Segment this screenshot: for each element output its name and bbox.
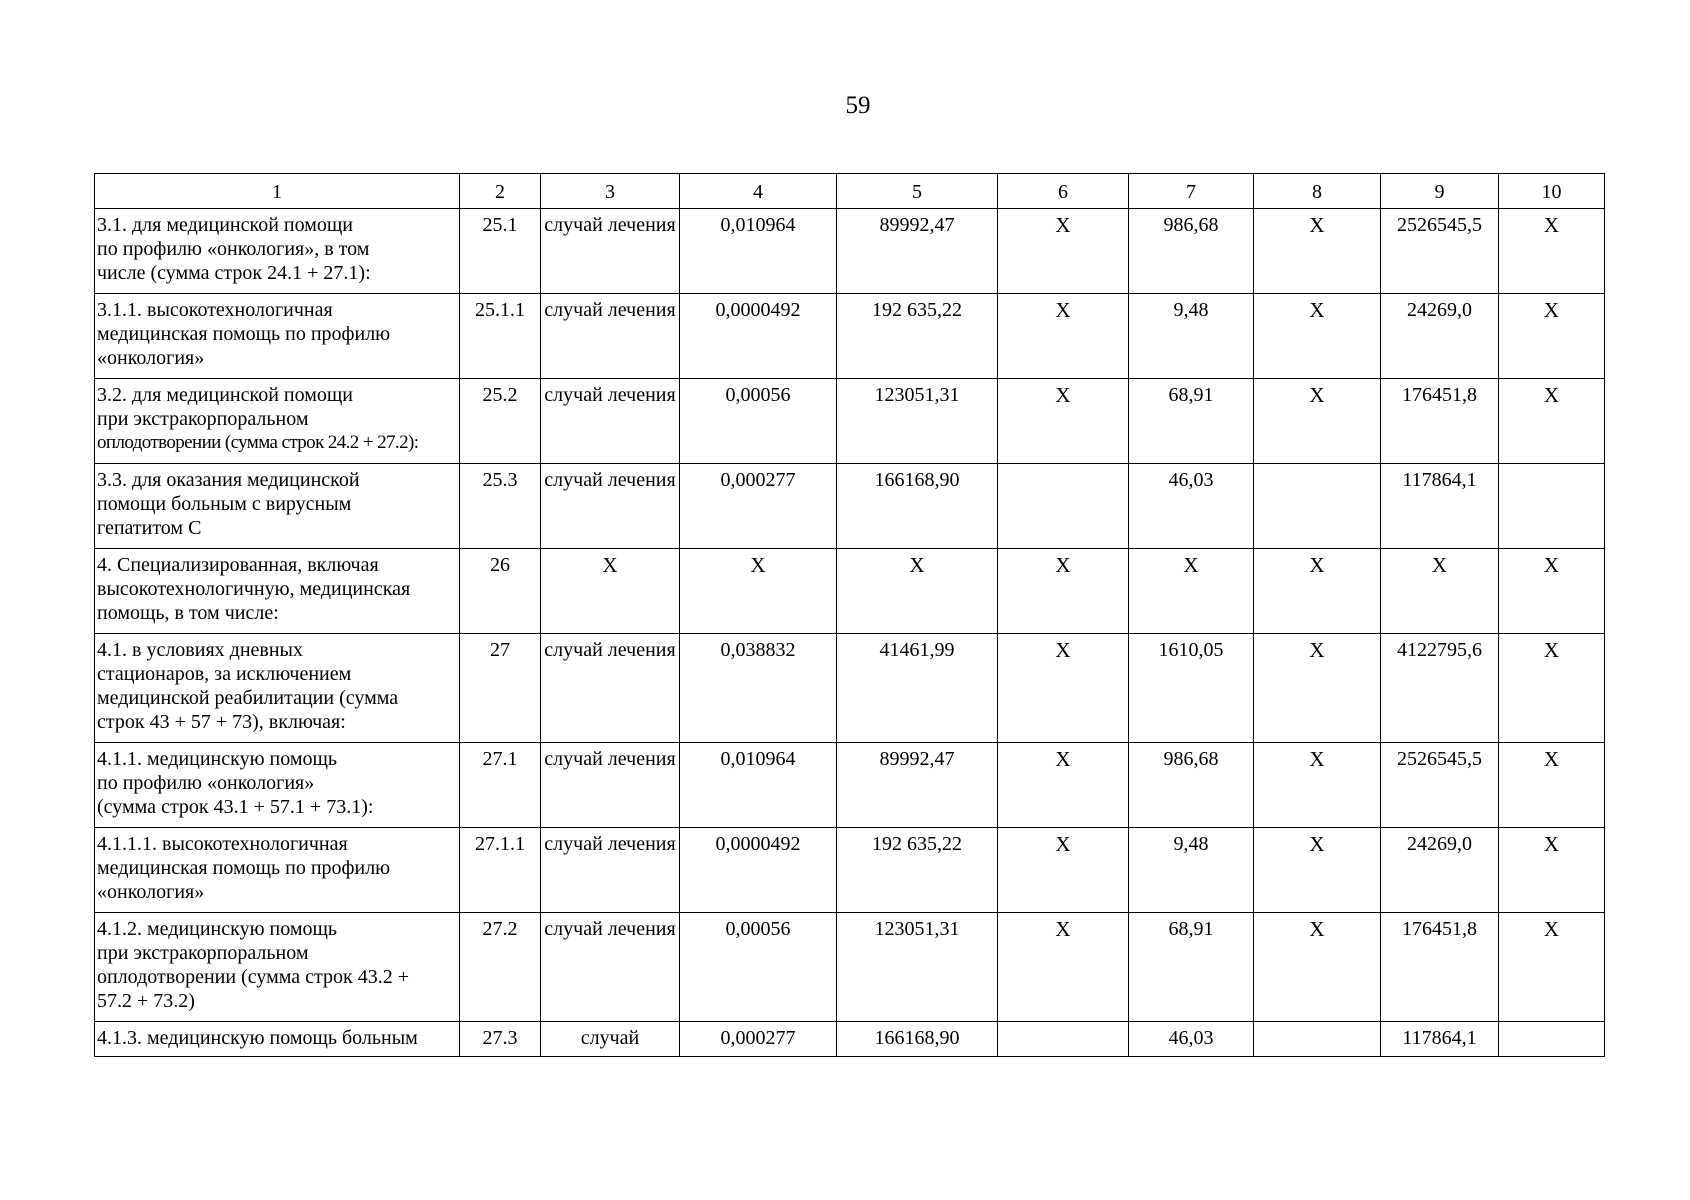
col7-cell: 46,03 xyxy=(1129,464,1254,549)
col6-cell: Х xyxy=(998,743,1129,828)
column-header-5: 5 xyxy=(837,174,998,209)
norm-volume-cell: 0,0000492 xyxy=(680,294,837,379)
norm-volume-cell: 0,000277 xyxy=(680,464,837,549)
row-name-line: медицинской реабилитации (сумма xyxy=(97,687,399,709)
unit-cell: случай лечения xyxy=(541,913,680,1022)
column-header-7: 7 xyxy=(1129,174,1254,209)
unit-cell: случай лечения xyxy=(541,294,680,379)
col7-cell: 1610,05 xyxy=(1129,634,1254,743)
col10-cell: Х xyxy=(1499,913,1605,1022)
norm-volume-cell: 0,0000492 xyxy=(680,828,837,913)
column-header-9: 9 xyxy=(1381,174,1499,209)
row-name-line: строк 43 + 57 + 73), включая: xyxy=(97,711,346,733)
col10-cell: Х xyxy=(1499,634,1605,743)
row-name-line: по профилю «онкология» xyxy=(97,772,315,794)
row-name-line: 4.1.3. медицинскую помощь больным xyxy=(97,1027,418,1049)
row-name-line: «онкология» xyxy=(97,347,205,369)
table-row xyxy=(95,1022,1605,1057)
table-body xyxy=(95,209,1605,1057)
row-code-cell: 25.3 xyxy=(460,464,541,549)
table-row xyxy=(95,634,1605,743)
unit-cell: случай лечения xyxy=(541,743,680,828)
row-name-line: медицинская помощь по профилю xyxy=(97,857,391,879)
row-code-cell: 27.3 xyxy=(460,1022,541,1057)
row-name-line: стационаров, за исключением xyxy=(97,663,352,685)
row-name-line: при экстракорпоральном xyxy=(97,942,309,964)
row-name-cell xyxy=(95,634,460,743)
row-name-line: 4.1.2. медицинскую помощь xyxy=(97,918,338,940)
row-name-line: 4.1.1. медицинскую помощь xyxy=(97,748,338,770)
col10-cell: Х xyxy=(1499,209,1605,294)
row-name-line: медицинская помощь по профилю xyxy=(97,323,391,345)
col7-cell: 68,91 xyxy=(1129,913,1254,1022)
col7-cell: Х xyxy=(1129,549,1254,634)
norm-volume-cell: 0,010964 xyxy=(680,209,837,294)
row-code-cell: 25.2 xyxy=(460,379,541,464)
row-name-cell xyxy=(95,743,460,828)
column-header-10: 10 xyxy=(1499,174,1605,209)
row-name-cell xyxy=(95,379,460,464)
row-name-line: 3.2. для медицинской помощи xyxy=(97,384,353,406)
col9-cell: 2526545,5 xyxy=(1381,209,1499,294)
row-name-line: (сумма строк 43.1 + 57.1 + 73.1): xyxy=(97,796,374,818)
norm-cost-cell: 89992,47 xyxy=(837,209,998,294)
row-name-line: помощь, в том числе: xyxy=(97,602,279,624)
page-number: 59 xyxy=(845,92,871,119)
row-name-line: 3.1. для медицинской помощи xyxy=(97,214,353,236)
col9-cell: 24269,0 xyxy=(1381,828,1499,913)
col6-cell: Х xyxy=(998,549,1129,634)
norm-cost-cell: 192 635,22 xyxy=(837,828,998,913)
col6-cell: Х xyxy=(998,634,1129,743)
data-table xyxy=(94,173,1605,1057)
col6-cell: Х xyxy=(998,294,1129,379)
column-header-4: 4 xyxy=(680,174,837,209)
column-header-1: 1 xyxy=(95,174,460,209)
norm-cost-cell: 166168,90 xyxy=(837,464,998,549)
norm-volume-cell: 0,038832 xyxy=(680,634,837,743)
table-row xyxy=(95,828,1605,913)
col8-cell: Х xyxy=(1254,294,1381,379)
col9-cell: 117864,1 xyxy=(1381,464,1499,549)
col9-cell: 176451,8 xyxy=(1381,379,1499,464)
column-header-3: 3 xyxy=(541,174,680,209)
row-name-line: 57.2 + 73.2) xyxy=(97,990,195,1012)
unit-cell: случай лечения xyxy=(541,464,680,549)
col7-cell: 9,48 xyxy=(1129,294,1254,379)
row-code-cell: 27.1 xyxy=(460,743,541,828)
col9-cell: 24269,0 xyxy=(1381,294,1499,379)
unit-cell: случай xyxy=(541,1022,680,1057)
col9-cell: 2526545,5 xyxy=(1381,743,1499,828)
col8-cell: Х xyxy=(1254,743,1381,828)
col10-cell: Х xyxy=(1499,549,1605,634)
norm-volume-cell: Х xyxy=(680,549,837,634)
table-row xyxy=(95,913,1605,1022)
norm-cost-cell: 192 635,22 xyxy=(837,294,998,379)
row-name-line: 4.1.1.1. высокотехнологичная xyxy=(97,833,348,855)
row-name-cell xyxy=(95,209,460,294)
row-name-line: 3.3. для оказания медицинской xyxy=(97,469,360,491)
row-name-line: «онкология» xyxy=(97,881,205,903)
row-code-cell: 27.2 xyxy=(460,913,541,1022)
col8-cell: Х xyxy=(1254,209,1381,294)
row-name-line: 3.1.1. высокотехнологичная xyxy=(97,299,333,321)
unit-cell: случай лечения xyxy=(541,634,680,743)
norm-volume-cell: 0,010964 xyxy=(680,743,837,828)
header-row xyxy=(95,174,1605,209)
col7-cell: 46,03 xyxy=(1129,1022,1254,1057)
col8-cell: Х xyxy=(1254,828,1381,913)
row-name-line: оплодотворении (сумма строк 24.2 + 27.2): xyxy=(97,432,419,453)
col9-cell: 4122795,6 xyxy=(1381,634,1499,743)
col10-cell: Х xyxy=(1499,294,1605,379)
table-row xyxy=(95,549,1605,634)
unit-cell: случай лечения xyxy=(541,209,680,294)
norm-volume-cell: 0,00056 xyxy=(680,379,837,464)
row-code-cell: 25.1 xyxy=(460,209,541,294)
column-header-6: 6 xyxy=(998,174,1129,209)
unit-cell: Х xyxy=(541,549,680,634)
col9-cell: 117864,1 xyxy=(1381,1022,1499,1057)
norm-cost-cell: 123051,31 xyxy=(837,913,998,1022)
row-name-line: 4.1. в условиях дневных xyxy=(97,639,303,661)
table-row xyxy=(95,379,1605,464)
norm-cost-cell: 166168,90 xyxy=(837,1022,998,1057)
col8-cell: Х xyxy=(1254,634,1381,743)
col6-cell xyxy=(998,464,1129,549)
row-name-cell xyxy=(95,828,460,913)
row-name-cell xyxy=(95,913,460,1022)
row-name-cell xyxy=(95,464,460,549)
col7-cell: 986,68 xyxy=(1129,209,1254,294)
row-name-line: оплодотворении (сумма строк 43.2 + xyxy=(97,966,409,988)
row-name-line: числе (сумма строк 24.1 + 27.1): xyxy=(97,262,371,284)
row-code-cell: 27 xyxy=(460,634,541,743)
norm-volume-cell: 0,000277 xyxy=(680,1022,837,1057)
table-row xyxy=(95,464,1605,549)
norm-cost-cell: 89992,47 xyxy=(837,743,998,828)
col10-cell xyxy=(1499,1022,1605,1057)
row-name-line: 4. Специализированная, включая xyxy=(97,554,379,576)
row-code-cell: 27.1.1 xyxy=(460,828,541,913)
norm-cost-cell: 123051,31 xyxy=(837,379,998,464)
col7-cell: 9,48 xyxy=(1129,828,1254,913)
row-code-cell: 26 xyxy=(460,549,541,634)
col6-cell: Х xyxy=(998,828,1129,913)
col6-cell: Х xyxy=(998,379,1129,464)
row-name-line: помощи больным с вирусным xyxy=(97,493,352,515)
col10-cell: Х xyxy=(1499,379,1605,464)
unit-cell: случай лечения xyxy=(541,379,680,464)
col8-cell: Х xyxy=(1254,913,1381,1022)
col6-cell: Х xyxy=(998,913,1129,1022)
col10-cell: Х xyxy=(1499,743,1605,828)
column-header-2: 2 xyxy=(460,174,541,209)
table-row xyxy=(95,209,1605,294)
column-header-8: 8 xyxy=(1254,174,1381,209)
row-name-cell xyxy=(95,1022,460,1057)
row-name-cell xyxy=(95,549,460,634)
norm-volume-cell: 0,00056 xyxy=(680,913,837,1022)
col6-cell xyxy=(998,1022,1129,1057)
col9-cell: 176451,8 xyxy=(1381,913,1499,1022)
col8-cell: Х xyxy=(1254,549,1381,634)
col7-cell: 68,91 xyxy=(1129,379,1254,464)
row-name-line: при экстракорпоральном xyxy=(97,408,309,430)
col6-cell: Х xyxy=(998,209,1129,294)
norm-cost-cell: Х xyxy=(837,549,998,634)
col8-cell: Х xyxy=(1254,379,1381,464)
table-row xyxy=(95,743,1605,828)
col10-cell xyxy=(1499,464,1605,549)
col10-cell: Х xyxy=(1499,828,1605,913)
col8-cell xyxy=(1254,1022,1381,1057)
norm-cost-cell: 41461,99 xyxy=(837,634,998,743)
row-code-cell: 25.1.1 xyxy=(460,294,541,379)
unit-cell: случай лечения xyxy=(541,828,680,913)
row-name-line: гепатитом С xyxy=(97,517,202,539)
row-name-cell xyxy=(95,294,460,379)
col8-cell xyxy=(1254,464,1381,549)
row-name-line: высокотехнологичную, медицинская xyxy=(97,578,411,600)
table-row xyxy=(95,294,1605,379)
row-name-line: по профилю «онкология», в том xyxy=(97,238,370,260)
col7-cell: 986,68 xyxy=(1129,743,1254,828)
col9-cell: Х xyxy=(1381,549,1499,634)
